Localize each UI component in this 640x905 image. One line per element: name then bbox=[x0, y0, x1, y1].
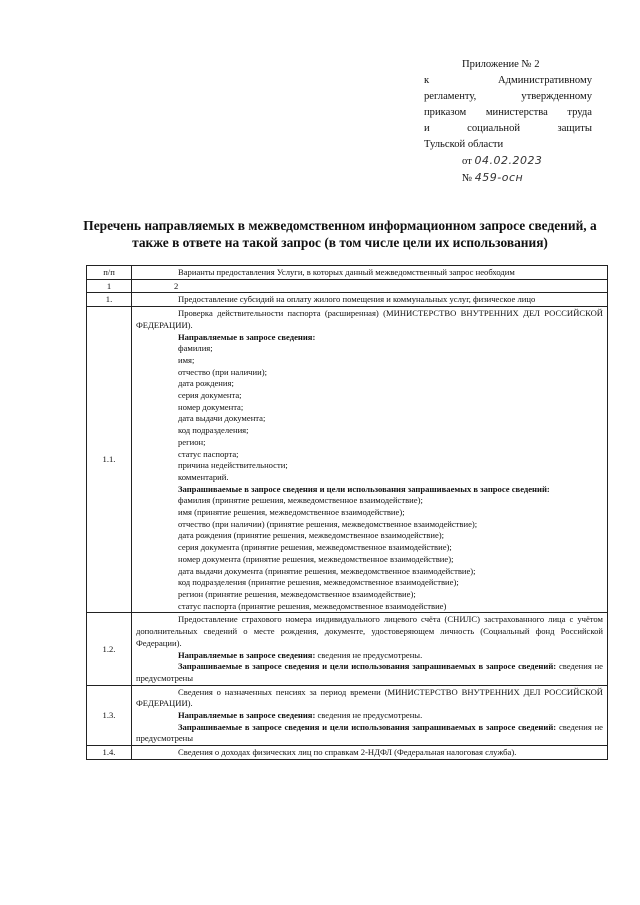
list-item: код подразделения; bbox=[178, 425, 249, 436]
list-item: причина недействительности; bbox=[178, 460, 288, 471]
row-number: 1.1. bbox=[87, 307, 132, 613]
requested-label: Запрашиваемые в запросе сведения и цели использования запрашиваемых в запросе сведений: bbox=[178, 483, 550, 494]
list-item: номер документа (принятие решения, межведомственное взаимодействие); bbox=[178, 553, 454, 564]
row-content bbox=[132, 307, 608, 613]
row-intro: Сведения о назначенных пенсиях за период времени (МИНИСТЕРСТВО ВНУТРЕННИХ ДЕЛ РОССИЙСКОЙ ФЕДЕРАЦИИ). bbox=[136, 686, 603, 709]
list-item: статус паспорта; bbox=[178, 448, 239, 459]
requested-list bbox=[136, 495, 603, 612]
document-title: Перечень направляемых в межведомственном информационном запросе сведений, а также в ответе на такой запрос (в том числе цели их использования) bbox=[83, 218, 597, 250]
handwritten-number: 459-осн bbox=[474, 171, 524, 184]
table-row bbox=[87, 746, 608, 760]
requested-line: Запрашиваемые в запросе сведения и цели использования запрашиваемых в запросе сведений: сведения не предусмотрены bbox=[136, 721, 603, 744]
row-intro: Предоставление страхового номера индивидуального лицевого счёта (СНИЛС) застрахованного лица с учётом дополнительных сведений о месте рождения, документе, удостоверяющем личность (Социальный фонд Российской Федерации). bbox=[136, 614, 603, 648]
date-prefix: от bbox=[462, 156, 472, 167]
row-content bbox=[132, 613, 608, 685]
list-item: номер документа; bbox=[178, 401, 244, 412]
list-item: дата выдачи документа; bbox=[178, 413, 266, 424]
table-row bbox=[87, 293, 608, 307]
appendix-line: и социальной защиты bbox=[424, 123, 592, 134]
row-content bbox=[132, 685, 608, 746]
list-item: статус паспорта (принятие решения, межведомственное взаимодействие) bbox=[178, 600, 447, 611]
table-row bbox=[87, 685, 608, 746]
list-item: серия документа (принятие решения, межведомственное взаимодействие); bbox=[178, 542, 452, 553]
list-item: фамилия (принятие решения, межведомственное взаимодействие); bbox=[178, 495, 423, 506]
list-item: дата выдачи документа (принятие решения, межведомственное взаимодействие); bbox=[178, 565, 476, 576]
requested-line: Запрашиваемые в запросе сведения и цели использования запрашиваемых в запросе сведений: сведения не предусмотрены bbox=[136, 661, 603, 683]
sent-line: Направляемые в запросе сведения: сведения не предусмотрены. bbox=[178, 649, 423, 660]
row-number: 1.2. bbox=[87, 613, 132, 685]
table-row bbox=[87, 307, 608, 613]
list-item: серия документа; bbox=[178, 390, 242, 401]
sent-label: Направляемые в запросе сведения: bbox=[178, 331, 316, 342]
appendix-block bbox=[424, 57, 592, 187]
row-text: Сведения о доходах физических лиц по справкам 2-НДФЛ (Федеральная налоговая служба). bbox=[132, 746, 608, 760]
header-cell-number: п/п bbox=[87, 266, 132, 280]
sent-list bbox=[136, 343, 603, 483]
table-subheader-row bbox=[87, 279, 608, 293]
table-header-row bbox=[87, 266, 608, 280]
subheader-cell-1: 1 bbox=[87, 279, 132, 293]
row-number: 1. bbox=[87, 293, 132, 307]
requests-table bbox=[86, 265, 608, 760]
list-item: код подразделения (принятие решения, межведомственное взаимодействие); bbox=[178, 577, 459, 588]
list-item: регион (принятие решения, межведомственное взаимодействие); bbox=[178, 588, 416, 599]
list-item: имя; bbox=[178, 354, 195, 365]
row-text: Предоставление субсидий на оплату жилого помещения и коммунальных услуг, физическое лицо bbox=[132, 293, 608, 307]
row-number: 1.3. bbox=[87, 685, 132, 746]
list-item: комментарий. bbox=[178, 471, 229, 482]
row-number: 1.4. bbox=[87, 746, 132, 760]
appendix-line: Приложение № 2 bbox=[462, 59, 540, 70]
appendix-number bbox=[424, 170, 592, 187]
appendix-date bbox=[424, 153, 592, 170]
handwritten-date: 04.02.2023 bbox=[474, 154, 543, 167]
list-item: отчество (при наличии) (принятие решения, межведомственное взаимодействие); bbox=[178, 518, 478, 529]
row-intro: Проверка действительности паспорта (расширенная) (МИНИСТЕРСТВО ВНУТРЕННИХ ДЕЛ РОССИЙСКОЙ ФЕДЕРАЦИИ). bbox=[136, 308, 603, 330]
appendix-line: приказом министерства труда bbox=[424, 107, 592, 118]
list-item: фамилия; bbox=[178, 343, 213, 354]
subheader-cell-2: 2 bbox=[132, 279, 608, 293]
appendix-line: к Административному bbox=[424, 75, 592, 86]
list-item: дата рождения (принятие решения, межведомственное взаимодействие); bbox=[178, 530, 445, 541]
sent-line: Направляемые в запросе сведения: сведения не предусмотрены. bbox=[178, 710, 423, 721]
table-row bbox=[87, 613, 608, 685]
list-item: регион; bbox=[178, 436, 206, 447]
appendix-line: регламенту, утвержденному bbox=[424, 91, 592, 102]
list-item: отчество (при наличии); bbox=[178, 366, 267, 377]
number-prefix: № bbox=[462, 173, 473, 184]
header-cell-variants: Варианты предоставления Услуги, в которых данный межведомственный запрос необходим bbox=[132, 266, 608, 280]
list-item: имя (принятие решения, межведомственное взаимодействие); bbox=[178, 507, 405, 518]
list-item: дата рождения; bbox=[178, 378, 234, 389]
appendix-line: Тульской области bbox=[424, 139, 504, 150]
